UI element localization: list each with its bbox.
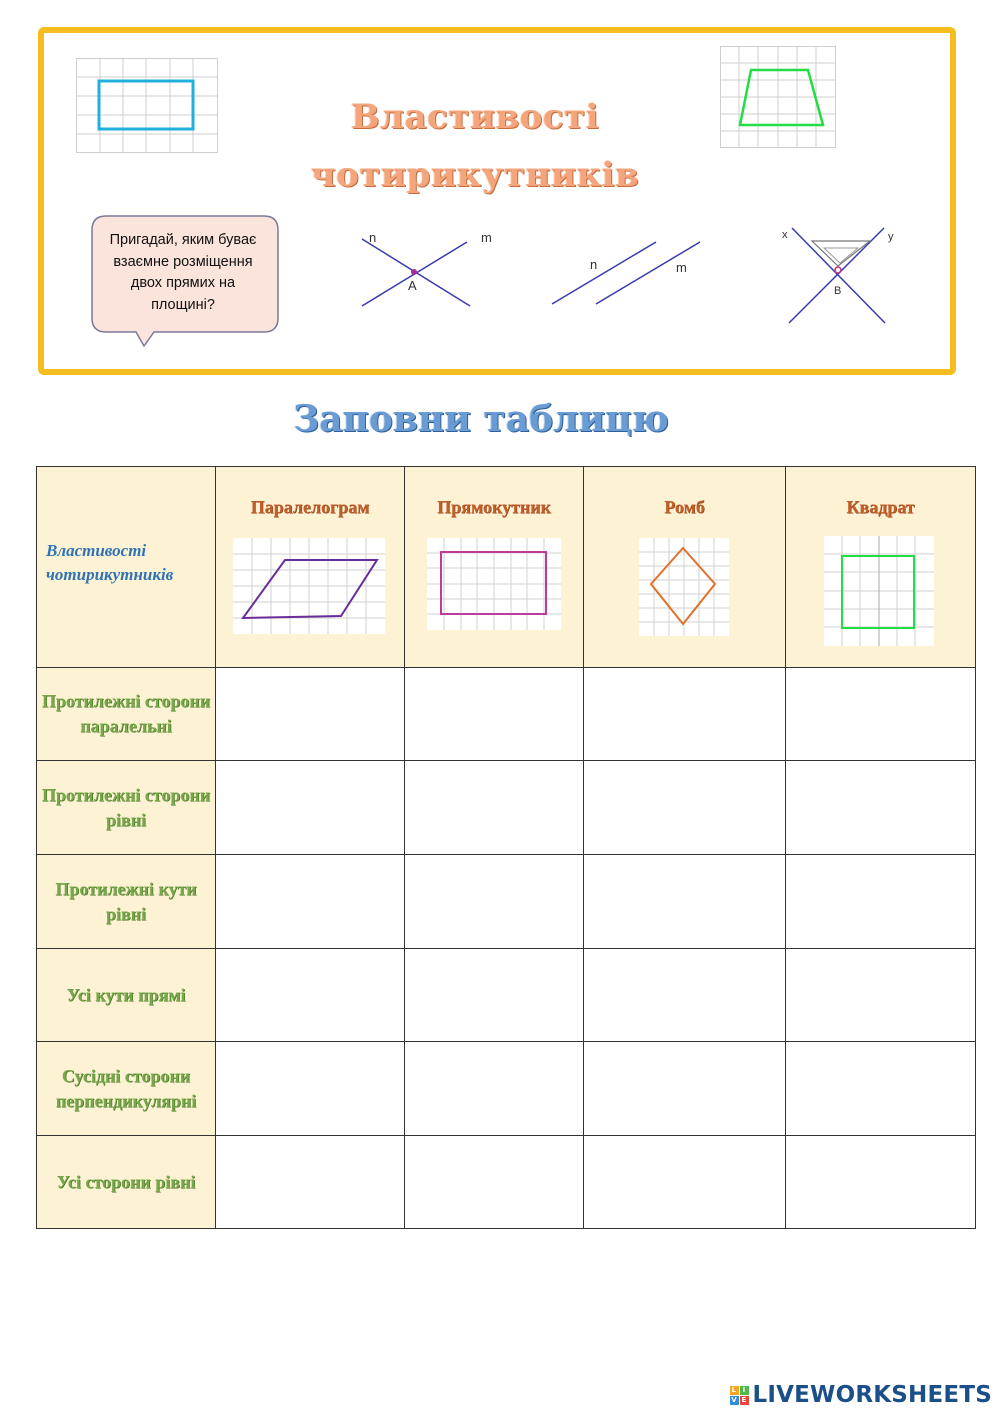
answer-cell[interactable]: [216, 761, 405, 855]
column-square: [786, 467, 976, 668]
parallelogram-image: [233, 538, 385, 634]
answer-cell[interactable]: [405, 855, 584, 949]
answer-cell[interactable]: [786, 949, 976, 1042]
label-x: x: [782, 229, 788, 241]
row-label-2: Протилежні сторони рівні: [37, 761, 216, 855]
speech-bubble: [88, 214, 282, 350]
table-row: [37, 855, 976, 949]
column-title-rectangle: Прямокутник: [437, 497, 551, 517]
answer-cell[interactable]: [584, 1136, 786, 1229]
column-title-rhombus: Ромб: [664, 497, 705, 517]
answer-cell[interactable]: [786, 855, 976, 949]
row-label-1: Протилежні сторони паралельні: [37, 668, 216, 761]
perpendicular-lines-figure: [778, 222, 902, 326]
grid-trapezoid-image: [720, 46, 836, 148]
answer-cell[interactable]: [405, 668, 584, 761]
parallel-lines-figure: [548, 234, 708, 310]
corner-cell: [37, 467, 216, 668]
answer-cell[interactable]: [216, 855, 405, 949]
column-rectangle: [405, 467, 584, 668]
liveworksheets-logo[interactable]: [730, 1383, 992, 1407]
label-m-1: m: [481, 230, 492, 245]
label-n-2: n: [590, 257, 598, 272]
liveworksheets-logo-icon: L I V E: [730, 1386, 749, 1405]
answer-cell[interactable]: [786, 1136, 976, 1229]
fill-table-heading: Заповни таблицю: [293, 398, 669, 440]
speech-bubble-text: Пригадай, яким буває взаємне розміщення двох прямих на площині?: [109, 232, 257, 313]
column-rhombus: [584, 467, 786, 668]
answer-cell[interactable]: [405, 1042, 584, 1136]
liveworksheets-brand-text: LIVEWORKSHEETS: [752, 1382, 992, 1408]
row-label-4: Усі кути прямі: [37, 949, 216, 1042]
properties-table: [36, 466, 976, 1229]
answer-cell[interactable]: [786, 1042, 976, 1136]
label-y: y: [888, 231, 894, 243]
banner-title-line1: Властивості: [350, 97, 600, 137]
corner-line1: Властивості: [46, 541, 147, 560]
table-row: [37, 1136, 976, 1229]
column-title-square: Квадрат: [846, 497, 915, 517]
answer-cell[interactable]: [584, 949, 786, 1042]
column-title-parallelogram: Паралелограм: [250, 497, 370, 517]
table-row: [37, 949, 976, 1042]
label-m-2: m: [676, 260, 687, 275]
answer-cell[interactable]: [216, 668, 405, 761]
label-point-b: B: [834, 285, 842, 297]
rhombus-image: [639, 538, 729, 636]
rectangle-image: [427, 538, 561, 630]
table-row: [37, 761, 976, 855]
answer-cell[interactable]: [216, 1042, 405, 1136]
answer-cell[interactable]: [584, 761, 786, 855]
banner-title: [280, 88, 670, 204]
square-image: [824, 536, 934, 646]
answer-cell[interactable]: [584, 855, 786, 949]
grid-rectangle-image: [76, 58, 218, 153]
answer-cell[interactable]: [216, 1136, 405, 1229]
row-label-5: Сусідні сторони перпендикулярні: [37, 1042, 216, 1136]
answer-cell[interactable]: [786, 668, 976, 761]
answer-cell[interactable]: [584, 668, 786, 761]
table-row: [37, 668, 976, 761]
banner-title-line2: чотирикутників: [310, 155, 640, 195]
corner-line2: чотирикутників: [46, 565, 174, 584]
label-point-a: A: [408, 278, 417, 293]
table-header-row: [37, 467, 976, 668]
table-row: [37, 1042, 976, 1136]
answer-cell[interactable]: [786, 761, 976, 855]
row-label-6: Усі сторони рівні: [37, 1136, 216, 1229]
column-parallelogram: [216, 467, 405, 668]
answer-cell[interactable]: [216, 949, 405, 1042]
answer-cell[interactable]: [405, 761, 584, 855]
intersecting-lines-figure: [355, 226, 505, 312]
answer-cell[interactable]: [405, 949, 584, 1042]
answer-cell[interactable]: [584, 1042, 786, 1136]
answer-cell[interactable]: [405, 1136, 584, 1229]
row-label-3: Протилежні кути рівні: [37, 855, 216, 949]
label-n-1: n: [369, 230, 377, 245]
